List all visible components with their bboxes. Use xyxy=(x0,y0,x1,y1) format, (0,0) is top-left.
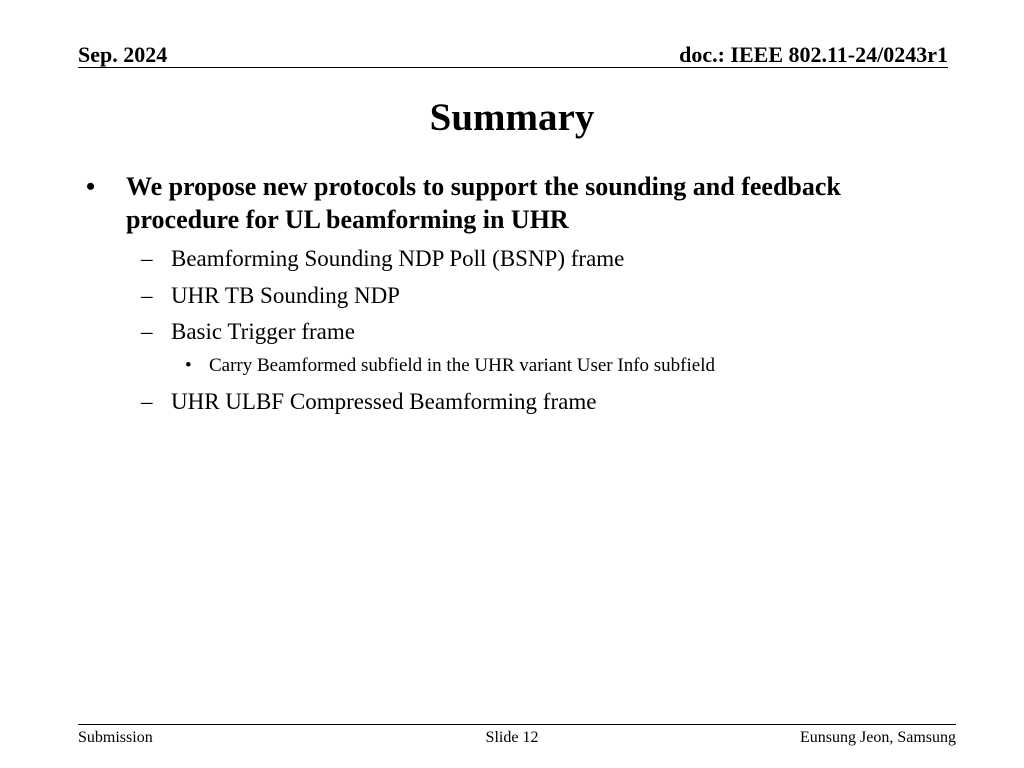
bullet-level2 xyxy=(141,318,931,346)
bullet-text: UHR ULBF Compressed Beamforming frame xyxy=(171,389,597,414)
bullet-text: Basic Trigger frame xyxy=(171,319,355,344)
bullet-level3 xyxy=(185,354,929,378)
bullet-marker: • xyxy=(185,355,192,376)
bullet-level2 xyxy=(141,388,931,416)
dash-marker: – xyxy=(141,319,153,344)
slide-header-doc-id: doc.: IEEE 802.11-24/0243r1 xyxy=(679,42,948,67)
footer-author: Eunsung Jeon, Samsung xyxy=(800,729,956,746)
bullet-level2 xyxy=(141,282,931,310)
slide-title: Summary xyxy=(429,96,595,139)
bullet-text: UHR TB Sounding NDP xyxy=(171,283,400,308)
bullet-level2 xyxy=(141,245,931,273)
bullet-text: Beamforming Sounding NDP Poll (BSNP) frame xyxy=(171,246,625,271)
header-divider xyxy=(78,67,948,68)
bullet-level1 xyxy=(86,170,946,236)
dash-marker: – xyxy=(141,389,153,414)
bullet-text: We propose new protocols to support the sounding and feedback procedure for UL beamforming in UHR xyxy=(126,172,841,234)
bullet-marker: • xyxy=(86,172,96,201)
dash-marker: – xyxy=(141,283,153,308)
dash-marker: – xyxy=(141,246,153,271)
footer-submission: Submission xyxy=(78,729,153,746)
bullet-text: Carry Beamformed subfield in the UHR variant User Info subfield xyxy=(209,355,716,376)
footer-divider xyxy=(78,724,956,725)
slide-header-date: Sep. 2024 xyxy=(78,42,168,67)
footer-slide-number: Slide 12 xyxy=(485,729,539,746)
